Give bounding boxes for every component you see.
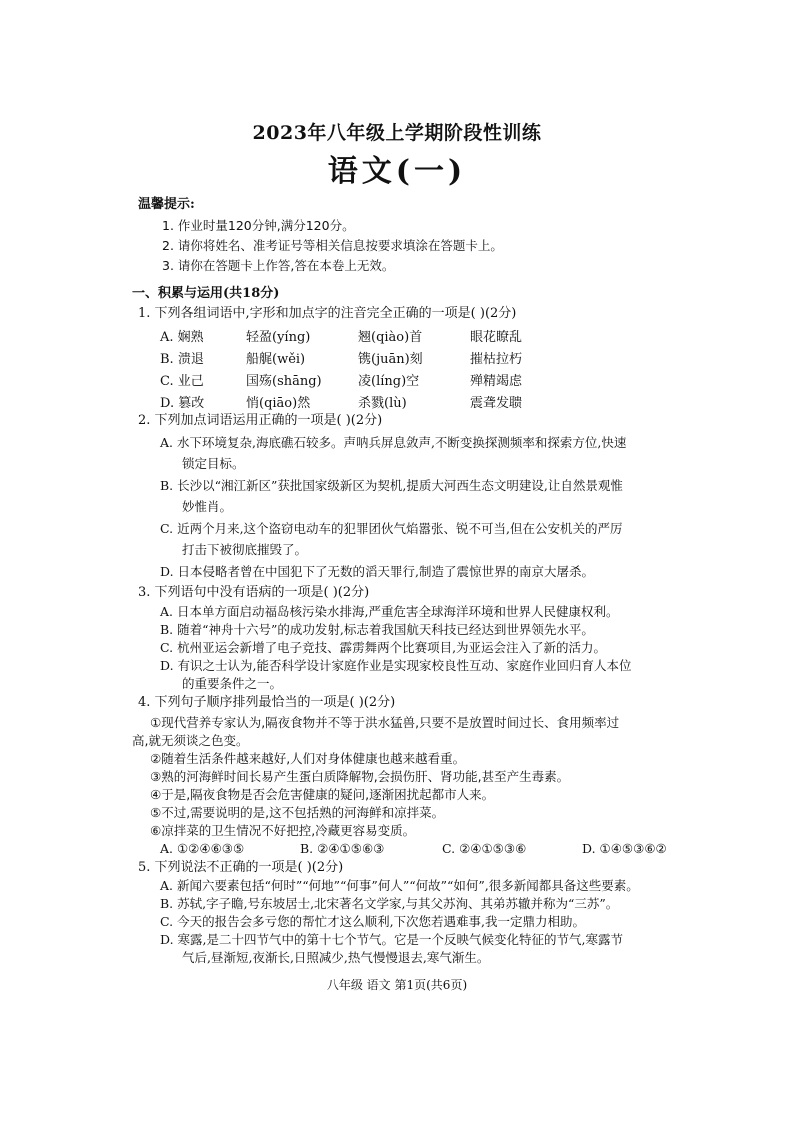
order-option: D. ①④⑤③⑥② bbox=[582, 841, 667, 856]
option-line: A. 新闻六要素包括“何时”“何地”“何事”何人”“何故”“如何”,很多新闻都具备这些要素。 bbox=[160, 878, 639, 893]
option-line: 打击下被彻底摧毁了。 bbox=[182, 542, 308, 557]
sentence-line: ②随着生活条件越来越好,人们对身体健康也越来越看重。 bbox=[150, 751, 466, 766]
option-line: C. 杭州亚运会新增了电子竞技、霹雳舞两个比赛项目,为亚运会注入了新的活力。 bbox=[160, 640, 607, 655]
section-heading: 一、积累与运用(共18分) bbox=[132, 286, 280, 301]
subject-title: 语文(一) bbox=[327, 154, 467, 189]
option-line: B. 苏轼,字子瞻,号东坡居士,北宋著名文学家,与其父苏洵、其弟苏辙并称为“三苏”。 bbox=[160, 896, 619, 911]
option-line: D. 日本侵略者曾在中国犯下了无数的滔天罪行,制造了震惊世界的南京大屠杀。 bbox=[160, 564, 594, 579]
question-stem: 4. 下列句子顺序排列最恰当的一项是( )(2分) bbox=[138, 695, 396, 710]
option-cell: 悄(qiāo)然 bbox=[246, 396, 311, 411]
sentence-line: ⑤不过,需要说明的是,这不包括熟的河海鲜和凉拌菜。 bbox=[150, 805, 445, 820]
order-option: A. ①②④⑥③⑤ bbox=[160, 841, 245, 856]
question-stem: 1. 下列各组词语中,字形和加点字的注音完全正确的一项是( )(2分) bbox=[138, 306, 517, 321]
option-cell: 殚精竭虑 bbox=[470, 374, 523, 389]
option-line: D. 寒露,是二十四节气中的第十七个节气。它是一个反映气候变化特征的节气,寒露节 bbox=[160, 932, 623, 947]
option-cell: 镌(juān)刻 bbox=[358, 352, 423, 367]
option-row bbox=[160, 370, 582, 389]
option-line: D. 有识之士认为,能否科学设计家庭作业是实现家校良性互动、家庭作业回归育人本位 bbox=[160, 658, 632, 673]
option-line: B. 随着“神舟十六号”的成功发射,标志着我国航天科技已经达到世界领先水平。 bbox=[160, 622, 594, 637]
exam-title: 2023年八年级上学期阶段性训练 bbox=[252, 122, 542, 144]
page-footer: 八年级 语文 第1页(共6页) bbox=[326, 978, 468, 992]
option-line: A. 水下环境复杂,海底礁石较多。声呐兵屏息敛声,不断变换探测频率和探索方位,快速 bbox=[160, 435, 627, 450]
option-cell: D. 篡改 bbox=[160, 396, 205, 411]
option-line: 气后,昼渐短,夜渐长,日照减少,热气慢慢退去,寒气渐生。 bbox=[182, 950, 490, 965]
option-line: C. 近两个月来,这个盗窃电动车的犯罪团伙气焰嚣张、锐不可当,但在公安机关的严厉 bbox=[160, 521, 623, 536]
option-line: A. 日本单方面启动福岛核污染水排海,严重危害全球海洋环境和世界人民健康权利。 bbox=[160, 604, 619, 619]
question-stem: 3. 下列语句中没有语病的一项是( )(2分) bbox=[138, 585, 370, 600]
option-cell: B. 溃退 bbox=[160, 352, 204, 367]
option-line: 锁定目标。 bbox=[182, 456, 245, 471]
question-stem: 5. 下列说法不正确的一项是( )(2分) bbox=[138, 860, 344, 875]
option-row bbox=[160, 348, 582, 367]
option-line: B. 长沙以“湘江新区”获批国家级新区为契机,提质大河西生态文明建设,让自然景观惟 bbox=[160, 478, 623, 493]
option-cell: 国殇(shāng) bbox=[246, 374, 322, 389]
option-row bbox=[160, 392, 582, 411]
sentence-line: ④于是,隔夜食物是否会危害健康的疑问,逐渐困扰起都市人来。 bbox=[150, 787, 495, 802]
notice-item: 2. 请你将姓名、准考证号等相关信息按要求填涂在答题卡上。 bbox=[162, 238, 503, 253]
order-option: B. ②④①⑤⑥③ bbox=[300, 841, 385, 856]
option-line: C. 今天的报告会多亏您的帮忙才这么顺利,下次您若遇难事,我一定鼎力相助。 bbox=[160, 914, 586, 929]
order-option: C. ②④①⑤③⑥ bbox=[442, 841, 527, 856]
question-stem: 2. 下列加点词语运用正确的一项是( )(2分) bbox=[138, 413, 383, 428]
sentence-line: ①现代营养专家认为,隔夜食物并不等于洪水猛兽,只要不是放置时间过长、食用频率过 bbox=[150, 715, 620, 730]
option-cell: C. 业己 bbox=[160, 374, 204, 389]
notice-item: 1. 作业时量120分钟,满分120分。 bbox=[162, 218, 355, 233]
sentence-line: ③熟的河海鲜时间长易产生蛋白质降解物,会损伤肝、肾功能,甚至产生毒素。 bbox=[150, 769, 570, 784]
option-row bbox=[160, 326, 582, 345]
sentence-line: ⑥凉拌菜的卫生情况不好把控,冷藏更容易变质。 bbox=[150, 823, 416, 838]
sentence-line: 高,就无须谈之色变。 bbox=[132, 733, 249, 748]
option-cell: 杀戮(lù) bbox=[358, 396, 407, 411]
notice-item: 3. 请你在答题卡上作答,答在本卷上无效。 bbox=[162, 258, 395, 273]
notice-heading: 温馨提示: bbox=[138, 197, 195, 212]
option-cell: 船艉(wěi) bbox=[246, 352, 306, 367]
option-cell: A. 娴熟 bbox=[160, 330, 204, 345]
option-cell: 眼花瞭乱 bbox=[470, 330, 523, 345]
option-cell: 凌(líng)空 bbox=[358, 374, 420, 389]
option-line: 妙惟肖。 bbox=[182, 499, 233, 514]
option-cell: 翘(qiào)首 bbox=[358, 330, 423, 345]
option-cell: 震聋发聩 bbox=[470, 396, 523, 411]
option-cell: 摧枯拉朽 bbox=[470, 352, 523, 367]
option-cell: 轻盈(yíng) bbox=[246, 330, 311, 345]
option-line: 的重要条件之一。 bbox=[182, 676, 283, 691]
